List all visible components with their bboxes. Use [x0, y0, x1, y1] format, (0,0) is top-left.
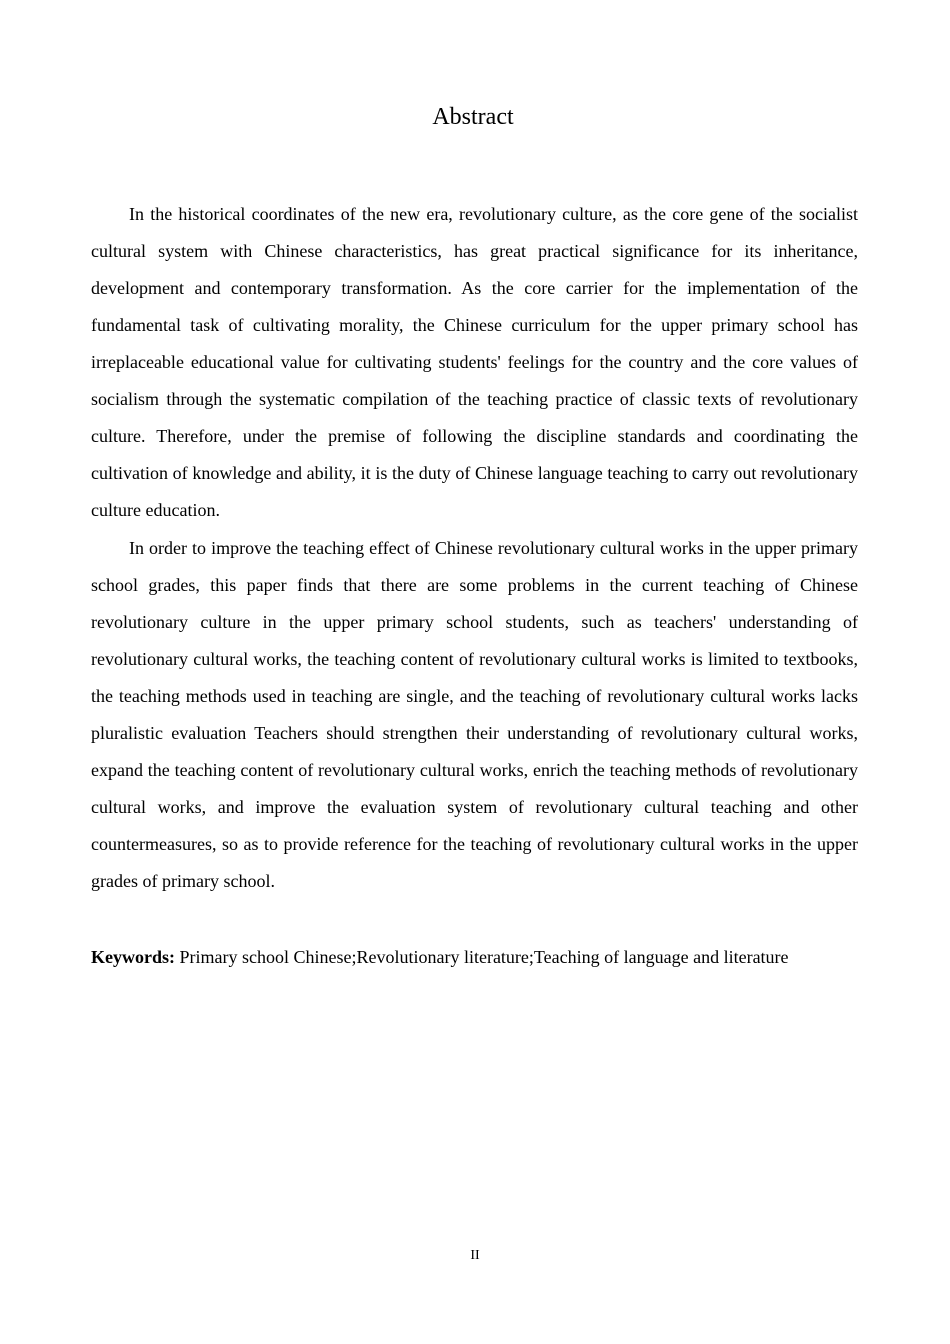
abstract-body	[91, 196, 858, 901]
abstract-paragraph-2: In order to improve the teaching effect of Chinese revolutionary cultural works in the upper primary school grades, this paper finds that there are some problems in the current teaching of Chinese revolutionary culture in the upper primary school students, such as teachers' understanding of revolutionary cultural works, the teaching content of revolutionary cultural works is limited to textbooks, the teaching methods used in teaching are single, and the teaching of revolutionary cultural works lacks pluralistic evaluation Teachers should strengthen their understanding of revolutionary cultural works, expand the teaching content of revolutionary cultural works, enrich the teaching methods of revolutionary cultural works, and improve the evaluation system of revolutionary cultural teaching and other countermeasures, so as to provide reference for the teaching of revolutionary cultural works in the upper grades of primary school.	[91, 538, 858, 891]
keywords-line	[91, 941, 858, 973]
abstract-paragraph-1: In the historical coordinates of the new era, revolutionary culture, as the core gene of the socialist cultural system with Chinese characteristics, has great practical significance for its inheritance, development and contemporary transformation. As the core carrier for the implementation of the fundamental task of cultivating morality, the Chinese curriculum for the upper primary school has irreplaceable educational value for cultivating students' feelings for the country and the core values of socialism through the systematic compilation of the teaching practice of classic texts of revolutionary culture. Therefore, under the premise of following the discipline standards and coordinating the cultivation of knowledge and ability, it is the duty of Chinese language teaching to carry out revolutionary culture education.	[91, 204, 858, 520]
keywords-label: Keywords:	[91, 947, 175, 967]
page-number: II	[470, 1248, 480, 1263]
page-title: Abstract	[432, 104, 514, 130]
keywords-text: Primary school Chinese;Revolutionary literature;Teaching of language and literature	[179, 947, 789, 967]
